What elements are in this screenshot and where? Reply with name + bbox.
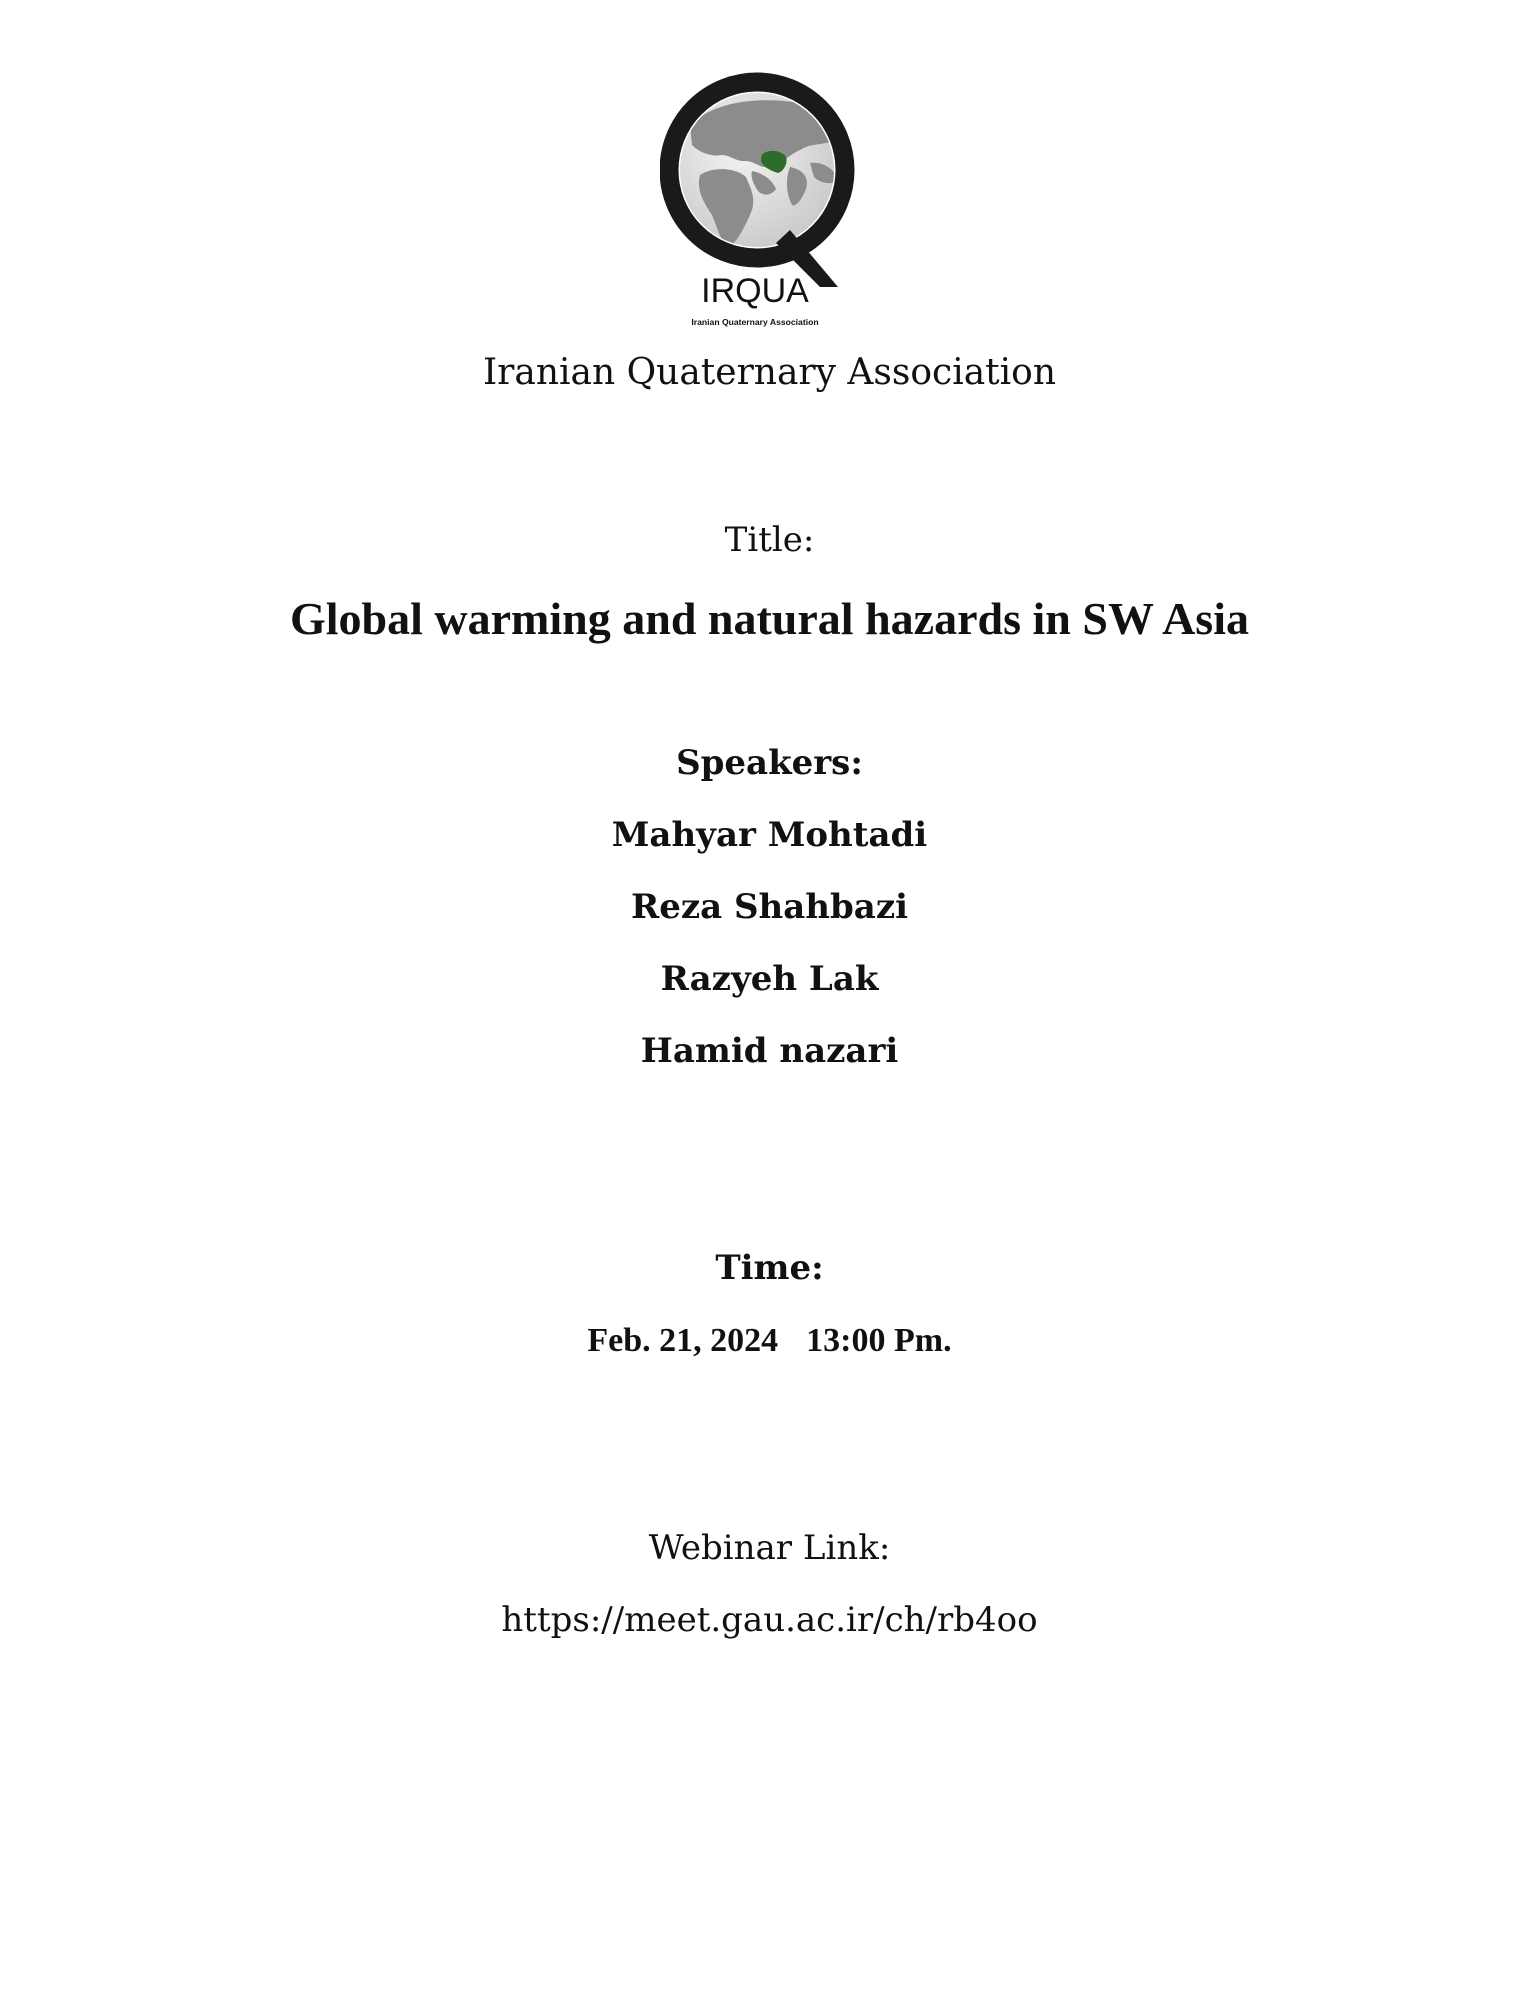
logo-acronym: IRQUA [701,272,809,310]
speaker-name: Hamid nazari [640,1031,899,1071]
speaker-name: Mahyar Mohtadi [611,815,928,855]
title-label: Title: [724,520,815,560]
irqua-logo [660,65,870,335]
speaker-name: Razyeh Lak [660,959,879,999]
logo-subtitle: Iranian Quaternary Association [691,317,819,327]
event-date: Feb. 21, 2024 [587,1322,779,1359]
event-clock: 13:00 Pm. [806,1322,952,1359]
talk-title: Global warming and natural hazards in SW Asia [290,593,1249,644]
webinar-link[interactable]: https://meet.gau.ac.ir/ch/rb4oo [501,1600,1038,1640]
time-label: Time: [715,1248,824,1288]
speakers-label: Speakers: [676,743,863,783]
organization-name: Iranian Quaternary Association [482,352,1057,393]
webinar-link-label: Webinar Link: [648,1528,891,1568]
speaker-name: Reza Shahbazi [630,887,909,927]
time-value [0,1322,1539,1360]
